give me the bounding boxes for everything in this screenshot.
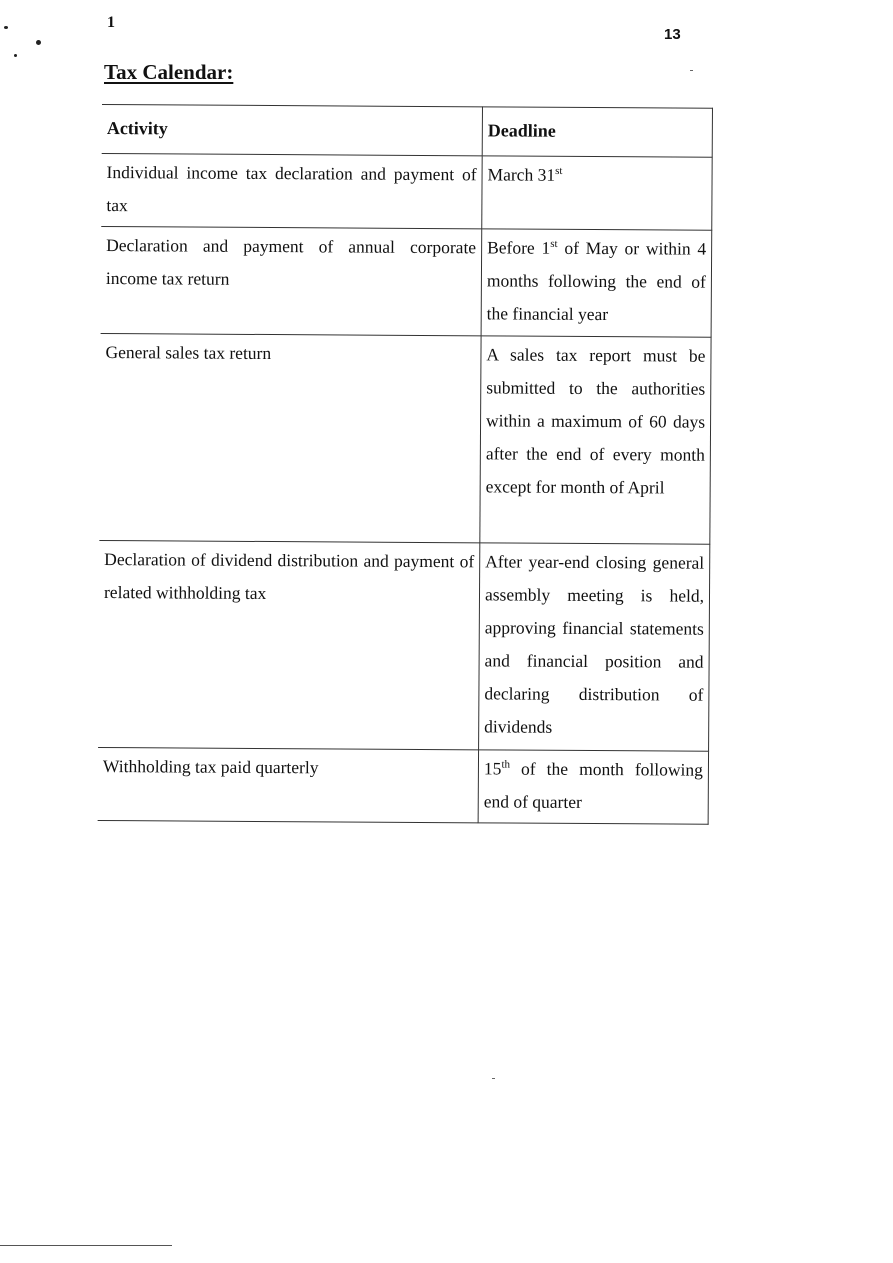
- page-number: 13: [664, 26, 681, 43]
- footer-rule: [0, 1245, 172, 1246]
- deadline-text: March 31: [487, 164, 556, 185]
- deadline-text-rest: of May or within 4 months following the end of the financial year: [486, 237, 707, 325]
- header-deadline: Deadline: [482, 107, 712, 157]
- table-row: [98, 540, 710, 751]
- deadline-cell: [481, 229, 712, 337]
- scan-speck: [14, 54, 17, 57]
- activity-cell: Declaration and payment of annual corporate income tax return: [101, 226, 482, 335]
- scan-speck: [492, 1078, 495, 1079]
- table-header-row: [102, 104, 713, 157]
- scan-speck: [690, 70, 693, 71]
- corner-mark: 1: [107, 14, 115, 31]
- deadline-cell: [478, 750, 708, 824]
- page-title: Tax Calendar:: [104, 60, 234, 84]
- activity-cell: Declaration of dividend distribution and payment of related withholding tax: [98, 540, 480, 749]
- deadline-ordinal: st: [555, 164, 563, 177]
- scan-speck: [36, 40, 41, 45]
- deadline-cell: [482, 156, 712, 230]
- deadline-text: 15: [483, 758, 502, 779]
- deadline-text: Before 1: [487, 237, 551, 258]
- table-row: [98, 747, 709, 824]
- scan-speck: [4, 26, 8, 29]
- deadline-text: After year-end closing general assembly meeting is held, approving financial statements and financial position and declaring distribution of dividends: [484, 551, 705, 737]
- table-row: [101, 153, 712, 230]
- activity-cell: Individual income tax declaration and payment of tax: [101, 153, 482, 228]
- header-activity: Activity: [102, 104, 483, 155]
- activity-cell: General sales tax return: [99, 333, 481, 542]
- deadline-ordinal: st: [550, 237, 558, 250]
- table-row: [99, 333, 711, 544]
- deadline-cell: [479, 543, 710, 751]
- deadline-ordinal: th: [501, 758, 511, 771]
- deadline-text: A sales tax report must be submitted to the authorities within a maximum of 60 days after the end of every month except for month of April: [485, 344, 706, 498]
- tax-calendar-table: [98, 104, 713, 825]
- table-row: [101, 226, 712, 337]
- deadline-cell: [480, 336, 711, 544]
- activity-cell: Withholding tax paid quarterly: [98, 747, 479, 822]
- deadline-text-rest: of the month following end of quarter: [483, 758, 704, 812]
